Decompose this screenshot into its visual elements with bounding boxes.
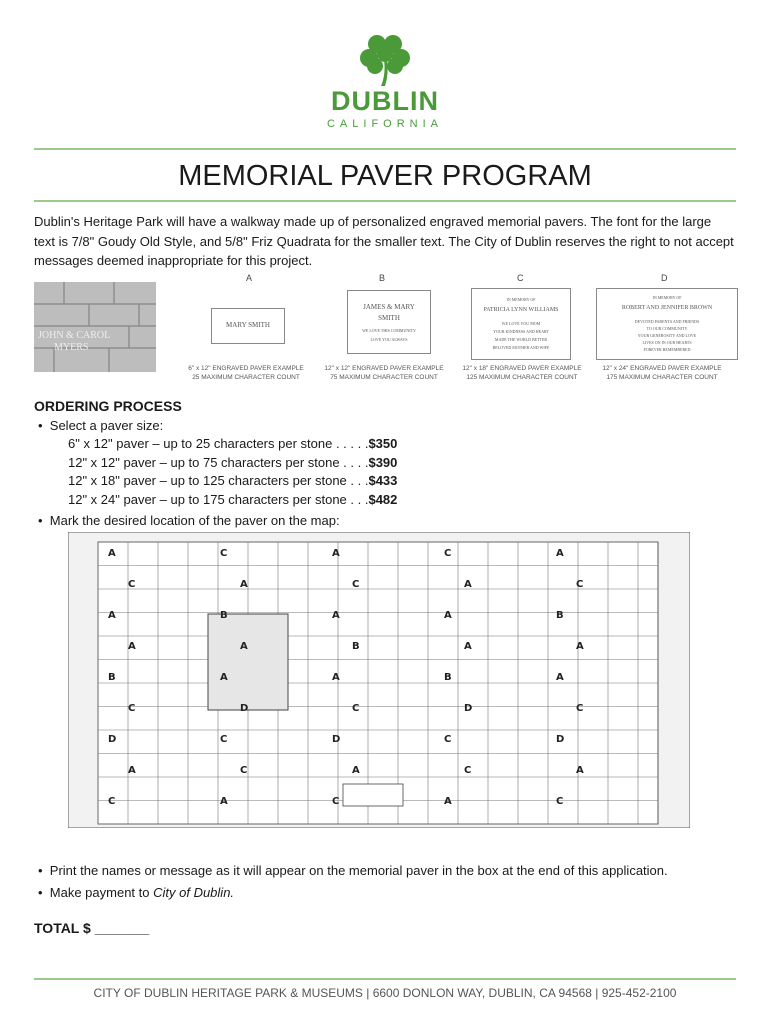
step-select-size: • Select a paver size: — [38, 418, 164, 433]
example-letter-b: B — [379, 273, 386, 283]
map-paver-label: A — [240, 641, 248, 652]
map-paver-label: A — [576, 641, 584, 652]
example-letter-a: A — [246, 273, 253, 283]
price-row: 12" x 18" paver – up to 125 characters per stone . . .$433 — [68, 473, 398, 488]
example-caption-b: 12" x 12" ENGRAVED PAVER EXAMPLE 75 MAXIMUM CHARACTER COUNT — [324, 365, 444, 381]
footer-contact: CITY OF DUBLIN HERITAGE PARK & MUSEUMS | 6600 DONLON WAY, DUBLIN, CA 94568 | 925-452-2100 — [93, 986, 677, 1000]
map-paver-label: A — [108, 610, 116, 621]
map-paver-label: A — [464, 579, 472, 590]
map-paver-label: C — [576, 703, 584, 714]
example-paver-b: JAMES & MARY SMITH WE LOVE THIS COMMUNITY LOVE YOU ALWAYS — [347, 290, 431, 354]
map-paver-label: A — [332, 672, 340, 683]
price-row: 12" x 24" paver – up to 175 characters per stone . . .$482 — [68, 492, 398, 507]
map-paver-label: A — [240, 579, 248, 590]
map-paver-label: D — [108, 734, 117, 745]
map-paver-label: C — [352, 703, 360, 714]
map-paver-label: C — [352, 579, 360, 590]
map-paver-label: A — [352, 765, 360, 776]
example-caption-c: 12" x 18" ENGRAVED PAVER EXAMPLE 125 MAXIMUM CHARACTER COUNT — [462, 365, 582, 381]
map-paver-label: D — [556, 734, 565, 745]
title-divider — [34, 200, 736, 202]
step-mark-map: • Mark the desired location of the paver on the map: — [38, 513, 340, 528]
map-paver-label: D — [332, 734, 341, 745]
shamrock-icon — [355, 30, 415, 88]
map-paver-label: C — [332, 796, 340, 807]
page-title: MEMORIAL PAVER PROGRAM — [178, 160, 592, 192]
map-paver-label: A — [556, 548, 564, 559]
map-paver-label: A — [444, 796, 452, 807]
example-paver-c: IN MEMORY OF PATRICIA LYNN WILLIAMS WE LOVE YOU MOM YOUR KINDNESS AND HEART MADE THE WORLD BETTER BELOVED MOTHER AND WIFE — [471, 288, 571, 360]
bench — [343, 784, 403, 806]
example-caption-d: 12" x 24" ENGRAVED PAVER EXAMPLE 175 MAXIMUM CHARACTER COUNT — [602, 365, 722, 381]
map-paver-label: C — [576, 579, 584, 590]
map-paver-label: C — [444, 734, 452, 745]
intro-paragraph: Dublin's Heritage Park will have a walkway made up of personalized engraved memorial pavers. The font for the large text is 7/8" Goudy Old Style, and 5/8" Friz Quadrata for the smaller text. The City of Dublin reserves the right to not accept messages deemed inappropriate for this project. — [34, 214, 734, 268]
map-paver-label: C — [444, 548, 452, 559]
step-print-message: • Print the names or message as it will appear on the memorial paver in the box at the end of this application. — [38, 863, 668, 878]
map-paver-label: C — [128, 703, 136, 714]
top-divider — [34, 148, 736, 150]
map-paver-label: C — [240, 765, 248, 776]
map-paver-label: B — [352, 641, 360, 652]
example-letter-c: C — [517, 273, 524, 283]
map-paver-label: A — [576, 765, 584, 776]
map-paver-label: A — [220, 796, 228, 807]
logo-subtitle: CALIFORNIA — [326, 118, 443, 130]
ordering-heading: ORDERING PROCESS — [34, 398, 182, 414]
footer-divider — [34, 978, 736, 980]
map-paver-label: A — [128, 765, 136, 776]
map-paver-label: D — [464, 703, 473, 714]
photo-text-line2: MYERS — [54, 342, 89, 353]
map-paver-label: C — [108, 796, 116, 807]
map-paver-label: C — [220, 734, 228, 745]
example-letter-d: D — [661, 273, 668, 283]
map-paver-label: C — [556, 796, 564, 807]
logo-name: DUBLIN — [331, 86, 439, 116]
map-paver-label: A — [464, 641, 472, 652]
map-paver-label: B — [220, 610, 228, 621]
total-field[interactable]: TOTAL $ _______ — [34, 920, 150, 936]
example-caption-a: 6" x 12" ENGRAVED PAVER EXAMPLE 25 MAXIMUM CHARACTER COUNT — [188, 365, 304, 381]
map-paver-label: B — [556, 610, 564, 621]
central-plaza — [208, 614, 288, 710]
paver-photo — [34, 282, 156, 372]
price-row: 12" x 12" paver – up to 75 characters per stone . . . .$390 — [68, 455, 398, 470]
map-paver-label: D — [240, 703, 249, 714]
paver-location-map[interactable] — [68, 532, 690, 828]
map-paver-label: B — [444, 672, 452, 683]
map-paver-label: A — [332, 548, 340, 559]
price-row: 6" x 12" paver – up to 25 characters per stone . . . . .$350 — [68, 436, 398, 451]
map-paver-label: A — [128, 641, 136, 652]
map-paver-label: B — [108, 672, 116, 683]
map-paver-label: A — [556, 672, 564, 683]
map-paver-label: A — [444, 610, 452, 621]
map-paver-label: A — [108, 548, 116, 559]
map-paver-label: A — [332, 610, 340, 621]
example-paver-a: MARY SMITH — [211, 308, 285, 344]
step-make-payment: • Make payment to City of Dublin. — [38, 885, 235, 900]
map-paver-label: C — [128, 579, 136, 590]
map-paver-label: C — [464, 765, 472, 776]
map-paver-label: C — [220, 548, 228, 559]
example-paver-d: IN MEMORY OF ROBERT AND JENNIFER BROWN DEVOTED PARENTS AND FRIENDS TO OUR COMMUNITY YOUR GENEROSITY AND LOVE LIVES ON IN OUR HEARTS FOREVER REMEMBERED — [596, 288, 738, 360]
map-paver-label: A — [220, 672, 228, 683]
photo-text-line1: JOHN & CAROL — [38, 330, 111, 341]
